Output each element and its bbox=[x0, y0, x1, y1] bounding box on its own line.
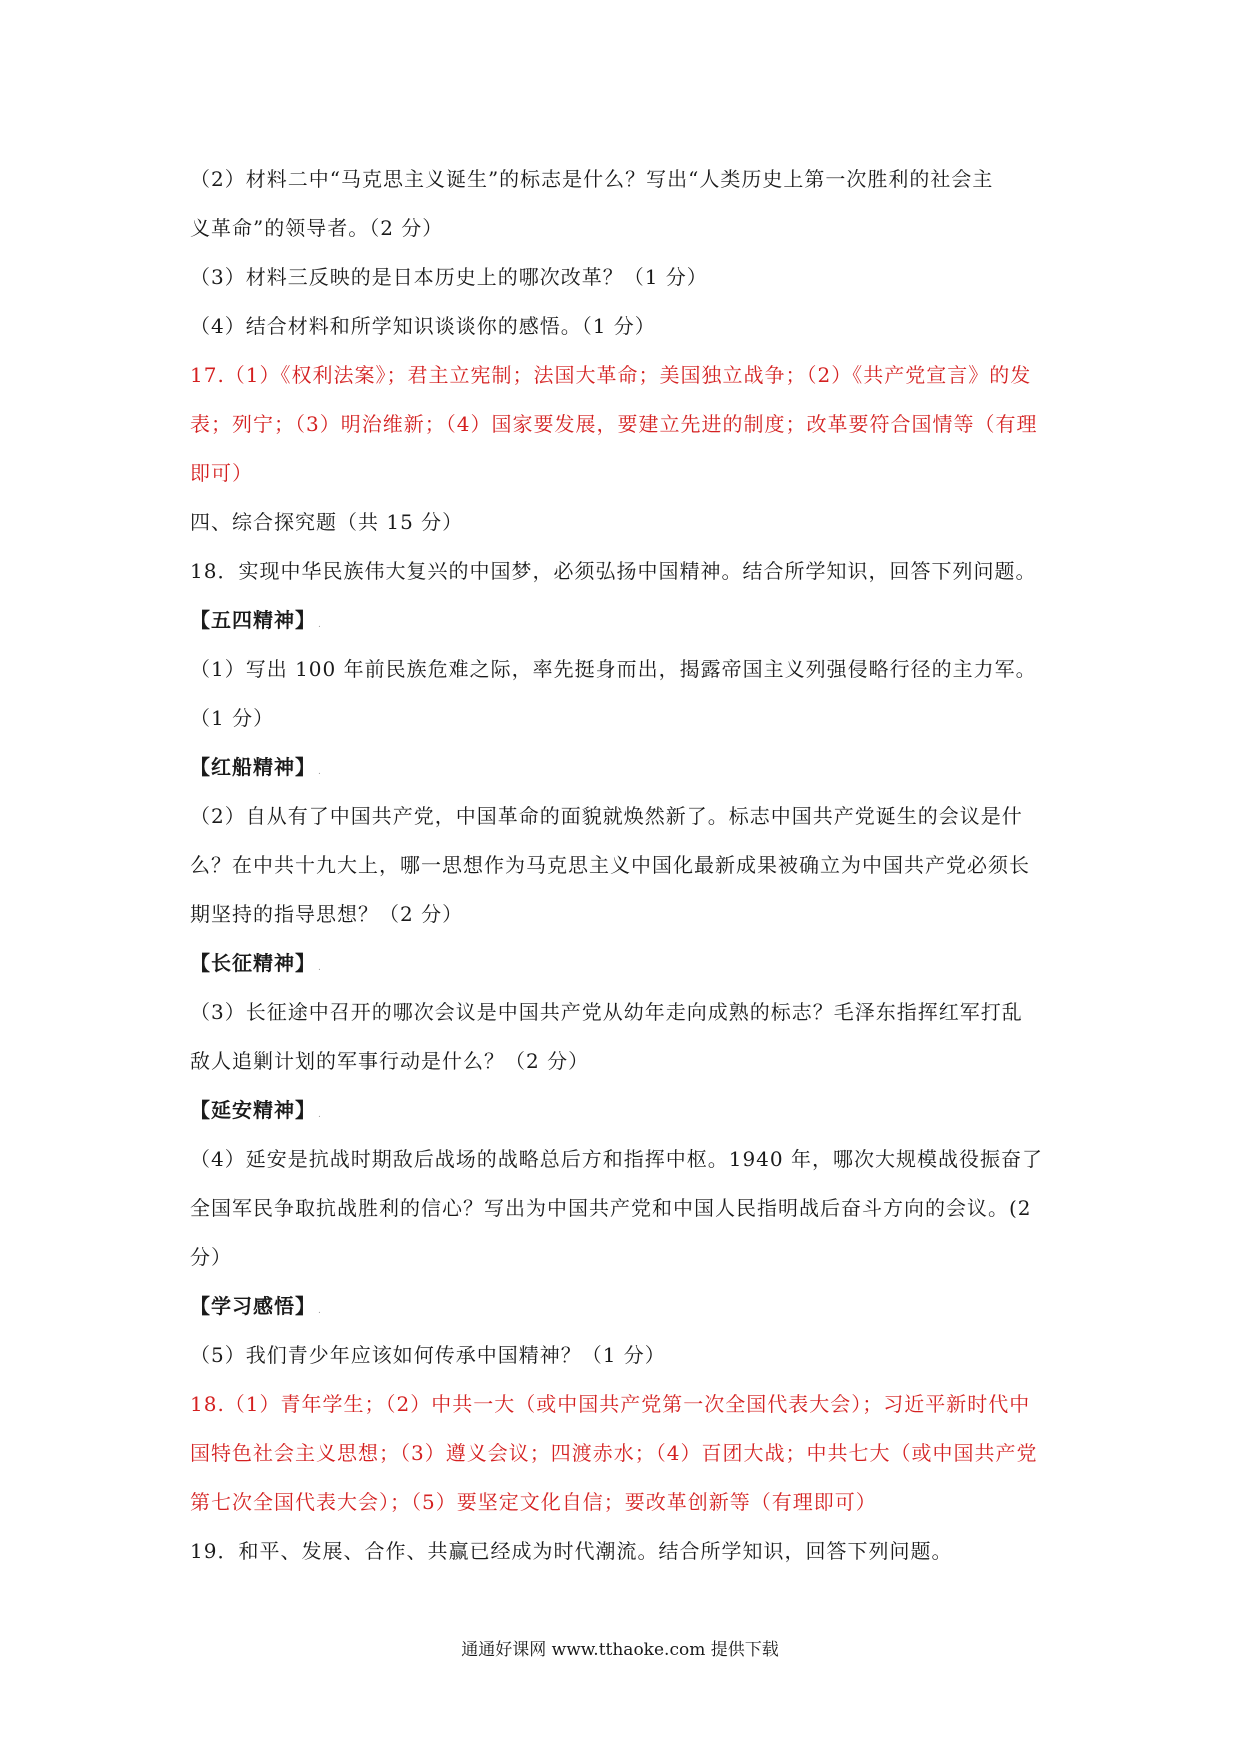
text-line: 敌人追剿计划的军事行动是什么？（2 分） bbox=[190, 1049, 590, 1073]
text-line: （3）材料三反映的是日本历史上的哪次改革？（1 分） bbox=[190, 265, 708, 289]
section-heading: 【长征精神】 . bbox=[190, 939, 1060, 988]
text-line: 么？在中共十九大上，哪一思想作为马克思主义中国化最新成果被确立为中国共产党必须长 bbox=[190, 853, 1030, 877]
text-line: 四、综合探究题（共 15 分） bbox=[190, 510, 464, 534]
text-line: （2）材料二中“马克思主义诞生”的标志是什么？写出“人类历史上第一次胜利的社会主 bbox=[190, 167, 994, 191]
text-line: 19．和平、发展、合作、共赢已经成为时代潮流。结合所学知识，回答下列问题。 bbox=[190, 1539, 953, 1563]
text-line: （1）写出 100 年前民族危难之际，率先挺身而出，揭露帝国主义列强侵略行径的主力军。 bbox=[190, 657, 1037, 681]
section-heading: 【学习感悟】 . bbox=[190, 1282, 1060, 1331]
text-line: 全国军民争取抗战胜利的信心？写出为中国共产党和中国人民指明战后奋斗方向的会议。(2 bbox=[190, 1196, 1032, 1220]
text-line: 义革命”的领导者。（2 分） bbox=[190, 216, 444, 240]
document-body bbox=[190, 155, 1060, 1576]
text-line: （1 分） bbox=[190, 706, 275, 730]
text-line: （3）长征途中召开的哪次会议是中国共产党从幼年走向成熟的标志？毛泽东指挥红军打乱 bbox=[190, 1000, 1023, 1024]
answer-line: 国特色社会主义思想；（3）遵义会议；四渡赤水；（4）百团大战；中共七大（或中国共产党 bbox=[190, 1441, 1038, 1465]
answer-line: 即可） bbox=[190, 461, 253, 485]
section-heading: 【五四精神】 . bbox=[190, 596, 1060, 645]
text-line: 期坚持的指导思想？（2 分） bbox=[190, 902, 464, 926]
answer-line: 18.（1）青年学生；（2）中共一大（或中国共产党第一次全国代表大会）；习近平新时代中 bbox=[190, 1392, 1031, 1416]
answer-line: 第七次全国代表大会）；（5）要坚定文化自信；要改革创新等（有理即可） bbox=[190, 1490, 877, 1514]
section-heading: 【延安精神】 . bbox=[190, 1086, 1060, 1135]
text-line: （2）自从有了中国共产党，中国革命的面貌就焕然新了。标志中国共产党诞生的会议是什 bbox=[190, 804, 1023, 828]
text-line: （4）结合材料和所学知识谈谈你的感悟。（1 分） bbox=[190, 314, 656, 338]
answer-line: 17.（1）《权利法案》；君主立宪制；法国大革命；美国独立战争；（2）《共产党宣言》的发 bbox=[190, 363, 1032, 387]
page-footer: 通通好课网 www.tthaoke.com 提供下载 bbox=[461, 1640, 779, 1660]
text-line: （4）延安是抗战时期敌后战场的战略总后方和指挥中枢。1940 年，哪次大规模战役振奋了 bbox=[190, 1147, 1043, 1171]
text-line: （5）我们青少年应该如何传承中国精神？（1 分） bbox=[190, 1343, 666, 1367]
answer-line: 表；列宁；（3）明治维新；（4）国家要发展，要建立先进的制度；改革要符合国情等（有理 bbox=[190, 412, 1038, 436]
text-line: 分） bbox=[190, 1245, 232, 1269]
section-heading: 【红船精神】 . bbox=[190, 743, 1060, 792]
text-line: 18．实现中华民族伟大复兴的中国梦，必须弘扬中国精神。结合所学知识，回答下列问题。 bbox=[190, 559, 1037, 583]
